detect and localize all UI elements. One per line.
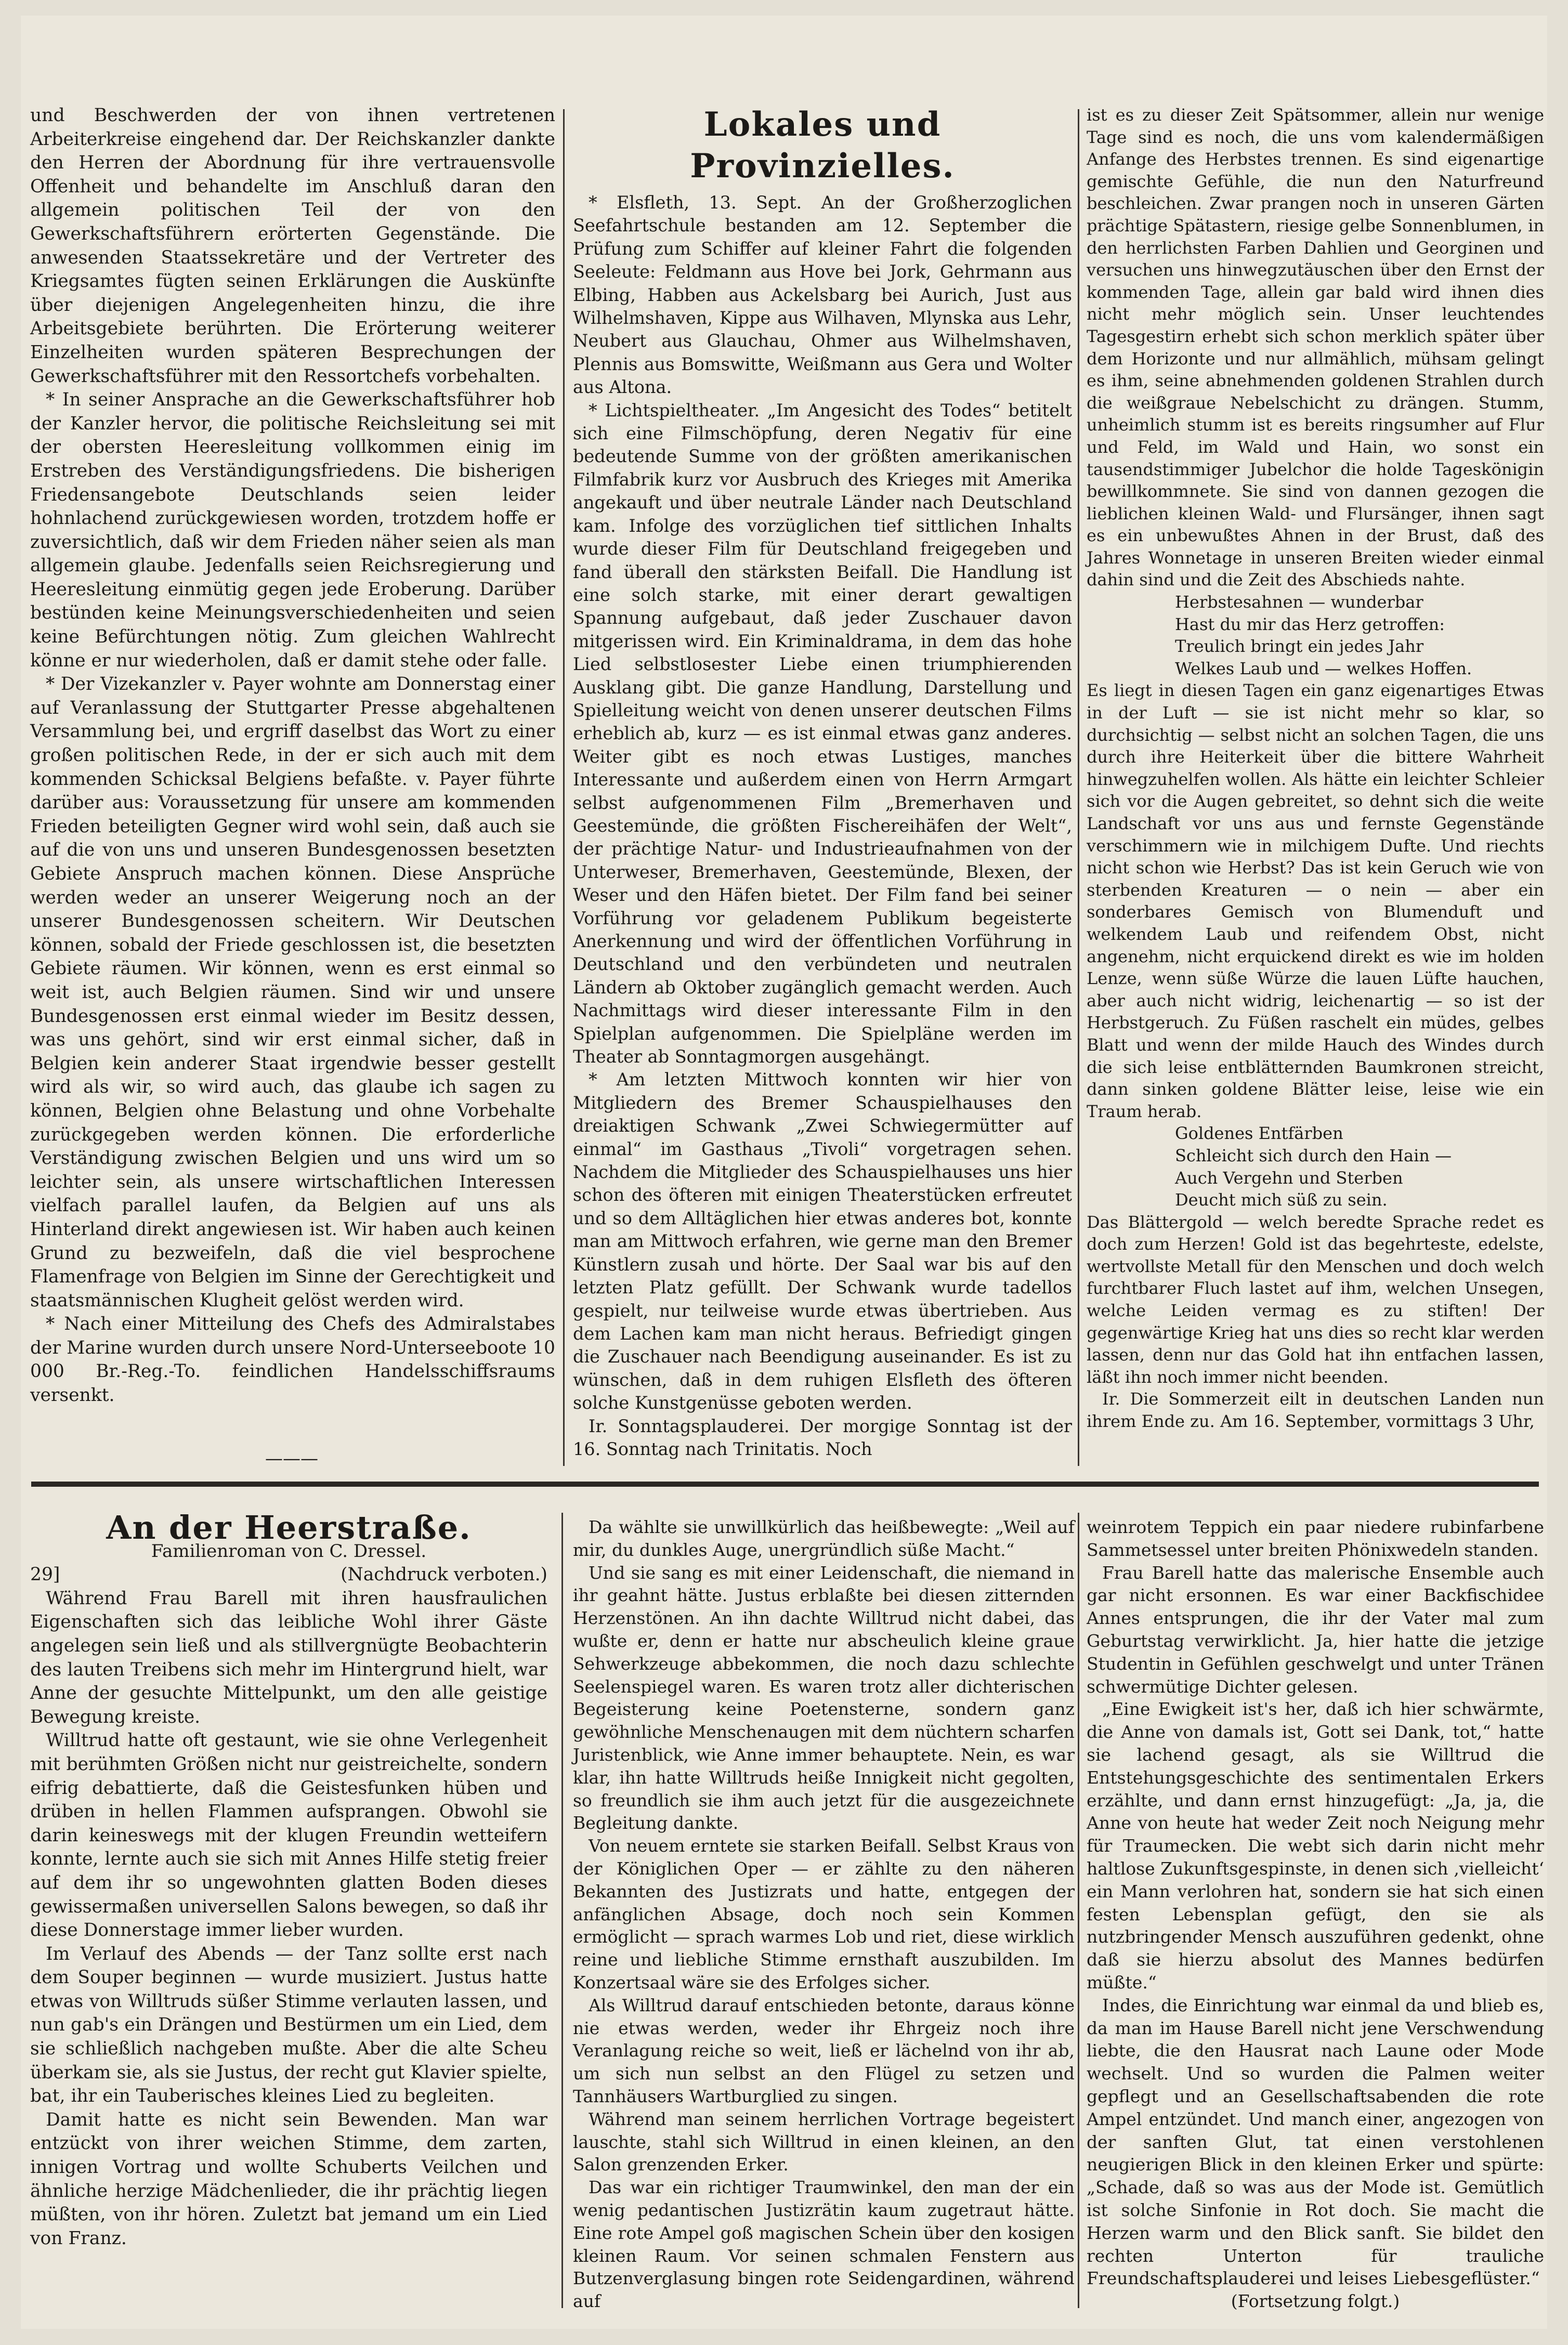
installment-number: 29] xyxy=(30,1564,60,1586)
poem-line: Goldenes Entfärben xyxy=(1175,1123,1343,1144)
column-rule xyxy=(561,1513,563,2308)
continuation-note: (Fortsetzung folgt.) xyxy=(1231,2291,1400,2312)
story-paragraph: Frau Barell hatte das malerische Ensemble auch gar nicht ersonnen. Es war einer Backfischidee Annes entsprungen, die ihr der Vater mal zum Geburtstag verwirklicht. Ja, hier hatte die jetzige Studentin in Gefühlen geschwelgt und unter Tränen schwermütige Dichter gelesen. xyxy=(1087,1562,1544,1697)
story-paragraph: Als Willtrud darauf entschieden betonte, daraus könne nie etwas werden, weder ihr Ehrgeiz noch ihre Veranlagung reiche so weit, ließ er lächelnd von ihr ab, um sich nun selbst an den Flügel zu setzen und Tannhäusers Wartburglied zu singen. xyxy=(573,1995,1075,2106)
story-column-3 xyxy=(1087,1516,1544,2313)
newspaper-page xyxy=(21,16,1547,2329)
article-paragraph: * In seiner Ansprache an die Gewerkschaftsführer hob der Kanzler hervor, die politische Reichsleitung sei mit der obersten Heeresleitung vollkommen einig im Erstreben des Verständigungsfriedens. Die bisherigen Friedensangebote Deutschlands seien leider hohnlachend zurückgewiesen worden, trotzdem hoffe er zuversichtlich, daß wir dem Frieden näher seien als man allgemein glaube. Jedenfalls seien Reichsregierung und Heeresleitung einmütig gegen jede Eroberung. Darüber bestünden keine Meinungsverschiedenheiten und seien keine Befürchtungen nötig. Zum gleichen Wahlrecht könne er nur wiederholen, daß er damit stehe oder falle. xyxy=(30,389,555,671)
story-paragraph: weinrotem Teppich ein paar niedere rubinfarbene Sammetsessel unter breiten Phönixwedeln standen. xyxy=(1087,1517,1544,1560)
story-column-1 xyxy=(30,1509,547,2250)
poem-line: Welkes Laub und — welkes Hoffen. xyxy=(1175,658,1472,678)
poem-stanza xyxy=(1087,591,1544,679)
story-paragraph: Damit hatte es nicht sein Bewenden. Man war entzückt von ihrer weichen Stimme, dem zarten, innigen Vortrag und wollte Schuberts Veilchen und ähnliche herzige Mädchenlieder, die ihr prächtig liegen müßten, von ihr hören. Zuletzt bat jemand um ein Lied von Franz. xyxy=(30,2109,547,2249)
story-paragraph: Willtrud hatte oft gestaunt, wie sie ohne Verlegenheit mit berühmten Größen nicht nur geistreichelte, sondern eifrig debattierte, daß die Geistesfunken hüben und drüben in hellen Flammen aufsprangen. Obwohl sie darin keineswegs mit der klugen Freundin wetteifern konnte, lernte auch sie sich mit Annes Hilfe stetig freier auf dem ihr so ungewohnten glatten Boden dieses gewissermaßen universellen Salons bewegen, so daß ihr diese Donnerstage immer lieber wurden. xyxy=(30,1730,547,1941)
article-column-1 xyxy=(30,104,555,1408)
article-column-2 xyxy=(573,104,1072,1461)
column-rule xyxy=(1078,109,1079,1466)
news-item: * Am letzten Mittwoch konnten wir hier von Mitgliedern des Bremer Schauspielhauses den dreiaktigen Schwank „Zwei Schwiegermütter auf einmal“ im Gasthaus „Tivoli“ vorgetragen sehen. Nachdem die Mitglieder des Schauspielhauses uns hier schon des öfteren mit einigen Theaterstücken erfreutet und so dem Alltäglichen hier etwas anderes bot, konnte man am Mittwoch erfahren, wie gerne man den Bremer Künstlern zusah und hörte. Der Saal war bis auf den letzten Platz gefüllt. Der Schwank wurde tadellos gespielt, nur teilweise wurde etwas übertrieben. Aus dem Lachen kam man nicht heraus. Befriedigt gingen die Zuschauer nach Beendigung auseinander. Es ist zu wünschen, daß in dem ruhigen Elsfleth des öfteren solche Kunstgenüsse geboten werden. xyxy=(573,1069,1072,1413)
article-paragraph: Es liegt in diesen Tagen ein ganz eigenartiges Etwas in der Luft — sie ist nicht mehr so klar, so durchsichtig — selbst nicht an solchen Tagen, die uns durch ihre Heiterkeit über die bittere Wahrheit hinwegzuhelfen wollen. Als hätte ein leichter Schleier sich vor die Augen gebreitet, so dehnt sich die weite Landschaft vor uns aus und fernste Gegenstände verschimmern wie in milchigem Dufte. Und riechts nicht schon wie Herbst? Das ist kein Geruch wie von sterbenden Kreaturen — o nein — aber ein sonderbares Gemisch von Blumenduft und welkendem Laub und reifendem Obst, nicht angenehm, nicht erquickend direkt es wie im holden Lenze, wenn süße Würze die lauen Lüfte hauchen, aber auch nicht widrig, leichenartig — so ist der Herbstgeruch. Zu Füßen raschelt ein müdes, gelbes Blatt und wenn der milde Hauch des Windes durch die sich leise entblätternden Baumkronen streicht, dann sinken goldene Blätter leise, leise wie ein Traum herab. xyxy=(1087,680,1544,1121)
article-paragraph: Ir. Die Sommerzeit eilt in deutschen Landen nun ihrem Ende zu. Am 16. September, vormittags 3 Uhr, xyxy=(1087,1389,1544,1432)
story-paragraph: Während Frau Barell mit ihren hausfraulichen Eigenschaften sich das leibliche Wohl ihrer Gäste angelegen sein ließ und als stillvergnügte Beobachterin des lauten Treibens sich mehr im Hintergrund hielt, war Anne der gesuchte Mittelpunkt, um den alle geistige Bewegung kreiste. xyxy=(30,1588,547,1727)
column-rule xyxy=(563,109,565,1466)
story-paragraph: Im Verlauf des Abends — der Tanz sollte erst nach dem Souper beginnen — wurde musiziert. Justus hatte etwas von Willtruds süßer Stimme verlauten lassen, und nun gab's ein Drängen und Bestürmen um ein Lied, dem sie schließlich nachgeben mußte. Aber die alte Scheu überkam sie, als sie Justus, der recht gut Klavier spielte, bat, ihr ein Tauberisches kleines Lied zu begleiten. xyxy=(30,1943,547,2107)
article-paragraph: Das Blättergold — welch beredte Sprache redet es doch zum Herzen! Gold ist das begehrteste, edelste, wertvollste Metall für den Menschen und doch welch furchtbarer Fluch lastet auf ihm, welchen Unsegen, welche Leiden vermag es zu stiften! Der gegenwärtige Krieg hat uns dies so recht klar werden lassen, denn nur das Gold hat ihn entfachen lassen, läßt ihn noch immer nicht beenden. xyxy=(1087,1212,1544,1387)
story-paragraph: Während man seinem herrlichen Vortrage begeistert lauschte, stahl sich Willtrud in einen kleinen, an den Salon grenzenden Erker. xyxy=(573,2108,1075,2175)
article-column-3 xyxy=(1087,104,1544,1433)
poem-line: Hast du mir das Herz getroffen: xyxy=(1175,614,1445,634)
news-item: * Elsfleth, 13. Sept. An der Großherzoglichen Seefahrtschule bestanden am 12. September die Prüfung zum Schiffer auf kleiner Fahrt die folgenden Seeleute: Feldmann aus Hove bei Jork, Gehrmann aus Elbing, Habben aus Ackelsbarg bei Aurich, Just aus Wilhelmshaven, Kippe aus Wilhaven, Mlynska aus Lehr, Neubert aus Glauchau, Ohmer aus Wilhelmshaven, Plennis aus Bomswitte, Weißmann aus Gera und Wolter aus Altona. xyxy=(573,192,1072,398)
section-separator xyxy=(31,1482,1539,1487)
article-paragraph: und Beschwerden der von ihnen vertretenen Arbeiterkreise eingehend dar. Der Reichskanzler dankte den Herren der Abordnung für ihre vertrauensvolle Offenheit und behandelte im Anschluß daran den allgemein politischen Teil der von den Gewerkschaftsführern erörterten Gegenstände. Die anwesenden Staatssekretäre und der Vertreter des Kriegsamtes fügten seinen Erklärungen die Auskünfte über diejenigen Angelegenheiten hinzu, die ihre Arbeitsgebiete berührten. Die Erörterung weiterer Einzelheiten wurden späteren Besprechungen der Gewerkschaftsführer mit den Ressortchefs vorbehalten. xyxy=(30,105,555,387)
section-heading: Lokales und Provinzielles. xyxy=(690,105,955,186)
article-paragraph: * Nach einer Mitteilung des Chefs des Admiralstabes der Marine wurden durch unsere Nord-Unterseeboote 10 000 Br.-Reg.-To. feindlichen Handelsschiffsraums versenkt. xyxy=(30,1314,555,1406)
story-title: An der Heerstraße. xyxy=(106,1509,472,1547)
story-paragraph: „Eine Ewigkeit ist's her, daß ich hier schwärmte, die Anne von damals ist, Gott sei Dank, tot,“ hatte sie lachend gesagt, als sie Willtrud die Entstehungsgeschichte des sentimentalen Erkers erzählte, und dann ernst hinzugefügt: „Ja, ja, die Anne von heute hat weder Zeit noch Neigung mehr für Traumecken. Die webt sich darin nicht mehr haltlose Zukunftsgespinste, in denen sich ‚vielleicht‘ ein Mann verlohren hat, sondern sie hat sich einen festen Lebensplan gefügt, den sie als nutzbringender Mensch auszuführen gedenkt, ohne daß sie hierzu absolut des Mannes bedürfen müßte.“ xyxy=(1087,1699,1544,1993)
story-paragraph: Das war ein richtiger Traumwinkel, den man der ein wenig pedantischen Justizrätin kaum zugetraut hätte. Eine rote Ampel goß magischen Schein über den kosigen kleinen Raum. Vor seinen schmalen Fenstern aus Butzenverglasung bingen rote Seidengardinen, während auf xyxy=(573,2177,1075,2312)
article-paragraph: * Der Vizekanzler v. Payer wohnte am Donnerstag einer auf Veranlassung der Stuttgarter Presse abgehaltenen Versammlung bei, und ergriff daselbst das Wort zu einer großen politischen Rede, in der er sich auch mit dem kommenden Schicksal Belgiens befaßte. v. Payer führte darüber aus: Voraussetzung für unsere am kommenden Frieden beteiligten Gegner wird wohl sein, daß auch sie auf die von uns und unseren Bundesgenossen besetzten Gebiete Anspruch machen können. Diese Ansprüche werden weder an unserer Weigerung noch an der unserer Bundesgenossen scheitern. Wir Deutschen können, sobald der Friede geschlossen ist, die besetzten Gebiete räumen. Wir können, wenn es erst einmal so weit ist, auch Belgien räumen. Sind wir und unsere Bundesgenossen erst einmal wieder im Besitz dessen, was uns gehört, sind wir erst einmal sicher, daß in Belgien kein anderer Staat irgendwie besser gestellt wird als wir, so wird auch, das glaube ich sagen zu können, Belgien ohne Belastung und ohne Vorbehalte zurückgegeben werden können. Die erforderliche Verständigung zwischen Belgien und uns wird um so leichter sein, als unsere wirtschaftlichen Interessen vielfach parallel laufen, da Belgien auf uns als Hinterland direkt angewiesen ist. Wir haben auch keinen Grund zu bezweifeln, daß die viel besprochene Flamenfrage von Belgien im Sinne der Gerechtigkeit und staatsmännischen Klugheit gelöst werden wird. xyxy=(30,674,555,1311)
section-end-dash: ——— xyxy=(265,1448,318,1469)
reprint-notice: (Nachdruck verboten.) xyxy=(341,1564,547,1586)
poem-line: Deucht mich süß zu sein. xyxy=(1175,1190,1388,1210)
story-paragraph: Indes, die Einrichtung war einmal da und blieb es, da man im Hause Barell nicht jene Verschwendung liebte, die den Hausrat nach Laune oder Mode wechselt. Und so wurden die Palmen weiter gepflegt und an Gesellschaftsabenden die rote Ampel entzündet. Und manch einer, angezogen von der sanften Glut, tat einen verstohlenen neugierigen Blick in den kleinen Erker und spürte: „Schade, daß so was aus der Mode ist. Gemütlich ist solche Sinfonie in Rot doch. Sie macht die Herzen warm und den Blick sanft. Sie bildet den rechten Unterton für trauliche Freundschaftsplauderei und leises Liebesgeflüster.“ xyxy=(1087,1995,1544,2289)
poem-line: Treulich bringt ein jedes Jahr xyxy=(1175,636,1424,657)
news-item: * Lichtspieltheater. „Im Angesicht des Todes“ betitelt sich eine Filmschöpfung, deren Negativ für eine bedeutende Summe von der größten amerikanischen Filmfabrik kurz vor Ausbruch des Krieges mit Amerika angekauft und über neutrale Länder nach Deutschland kam. Infolge des vorzüglichen tief sittlichen Inhalts wurde dieser Film für Deutschland freigegeben und fand überall den stärksten Beifall. Die Handlung ist eine solch starke, mit einer derart gewaltigen Spannung aufgebaut, daß jeder Zuschauer davon mitgerissen wird. Ein Kriminaldrama, in dem das hohe Lied selbstlosester Liebe einen triumphierenden Ausklang gibt. Die ganze Handlung, Darstellung und Spielleitung weicht von denen unserer deutschen Films erheblich ab, kurz — es ist einmal etwas ganz anderes. Weiter gibt es noch etwas Lustiges, manches Interessante und außerdem einen von Herrn Armgart selbst aufgenommenen Film „Bremerhaven und Geestemünde, die größten Fischereihäfen der Welt“, der prächtige Natur- und Industrieaufnahmen von der Unterweser, Bremerhaven, Geestemünde, Blexen, der Weser und den Häfen bietet. Der Film fand bei seiner Vorführung vor geladenem Publikum begeisterte Anerkennung und wird der öffentlichen Vorführung in Deutschland und den verbündeten und neutralen Ländern ab Oktober zugänglich gemacht werden. Auch Nachmittags wird dieser interessante Film in den Spielplan aufgenommen. Die Spielpläne werden im Theater ab Sonntagmorgen ausgehängt. xyxy=(573,400,1072,1067)
poem-line: Auch Vergehn und Sterben xyxy=(1175,1168,1403,1188)
story-column-2 xyxy=(573,1516,1075,2313)
poem-line: Schleicht sich durch den Hain — xyxy=(1175,1145,1452,1165)
poem-line: Herbstesahnen — wunderbar xyxy=(1175,592,1423,612)
news-item: Ir. Sonntagsplauderei. Der morgige Sonntag ist der 16. Sonntag nach Trinitatis. Noch xyxy=(573,1416,1072,1459)
column-rule xyxy=(1078,1513,1079,2308)
story-paragraph: Von neuem erntete sie starken Beifall. Selbst Kraus von der Königlichen Oper — er zählte zu den näheren Bekannten des Justizrats und hatte, entgegen der anfänglichen Absage, doch noch sein Kommen ermöglicht — sprach warmes Lob und riet, diese wirklich reine und liebliche Stimme ernsthaft auszubilden. Im Konzertsaal wäre sie des Erfolges sicher. xyxy=(573,1836,1075,1993)
poem-stanza xyxy=(1087,1122,1544,1211)
article-paragraph: ist es zu dieser Zeit Spätsommer, allein nur wenige Tage sind es noch, die uns vom kalendermäßigen Anfange des Herbstes trennen. Es sind eigenartige gemischte Gefühle, die nun den Naturfreund beschleichen. Zwar prangen noch in unseren Gärten prächtige Spätastern, riesige gelbe Sonnenblumen, in den herrlichsten Farben Dahlien und Georginen und versuchen uns hinwegzutäuschen über den Ernst der kommenden Tage, allein gar bald wird ihnen dies nicht mehr möglich sein. Unser leuchtendes Tagesgestirn erhebt sich schon merklich später über dem Horizonte und nur allmählich, mühsam gelingt es ihm, seine abnehmenden goldenen Strahlen durch die weißgraue Nebelschicht zu drängen. Stumm, unheimlich stumm ist es bereits ringsumher auf Flur und Feld, im Wald und Hain, wo sonst ein tausendstimmiger Jubelchor die holde Tageskönigin bewillkommnete. Sie sind von dannen gezogen die lieblichen kleinen Wald- und Flursänger, ihnen sagt es ein unbewußtes Ahnen in der Brust, daß des Jahres Wonnetage in unseren Breiten wieder einmal dahin sind und die Zeit des Abschieds nahte. xyxy=(1087,105,1544,590)
story-subtitle: Familienroman von C. Dressel. xyxy=(151,1540,427,1562)
installment-line xyxy=(30,1563,547,1587)
story-paragraph: Da wählte sie unwillkürlich das heißbewegte: „Weil auf mir, du dunkles Auge, unergründlich süße Macht.“ xyxy=(573,1517,1075,1560)
story-paragraph: Und sie sang es mit einer Leidenschaft, die niemand in ihr geahnt hätte. Justus erblaßte bei diesen zitternden Herzenstönen. An ihn dachte Willtrud nicht dabei, das wußte er, denn er hatte nur abscheulich kleine graue Sehwerkzeuge abbekommen, die noch dazu schlechte Seelenspiegel waren. Es waren trotz aller dichterischen Begeisterung keine Poetensterne, sondern ganz gewöhnliche Menschenaugen mit dem nüchtern scharfen Juristenblick, wie Anne immer behauptete. Nein, es war klar, ihn hatte Willtruds heiße Innigkeit nicht gegolten, so freundlich sie ihm auch jetzt für die ausgezeichnete Begleitung dankte. xyxy=(573,1562,1075,1833)
